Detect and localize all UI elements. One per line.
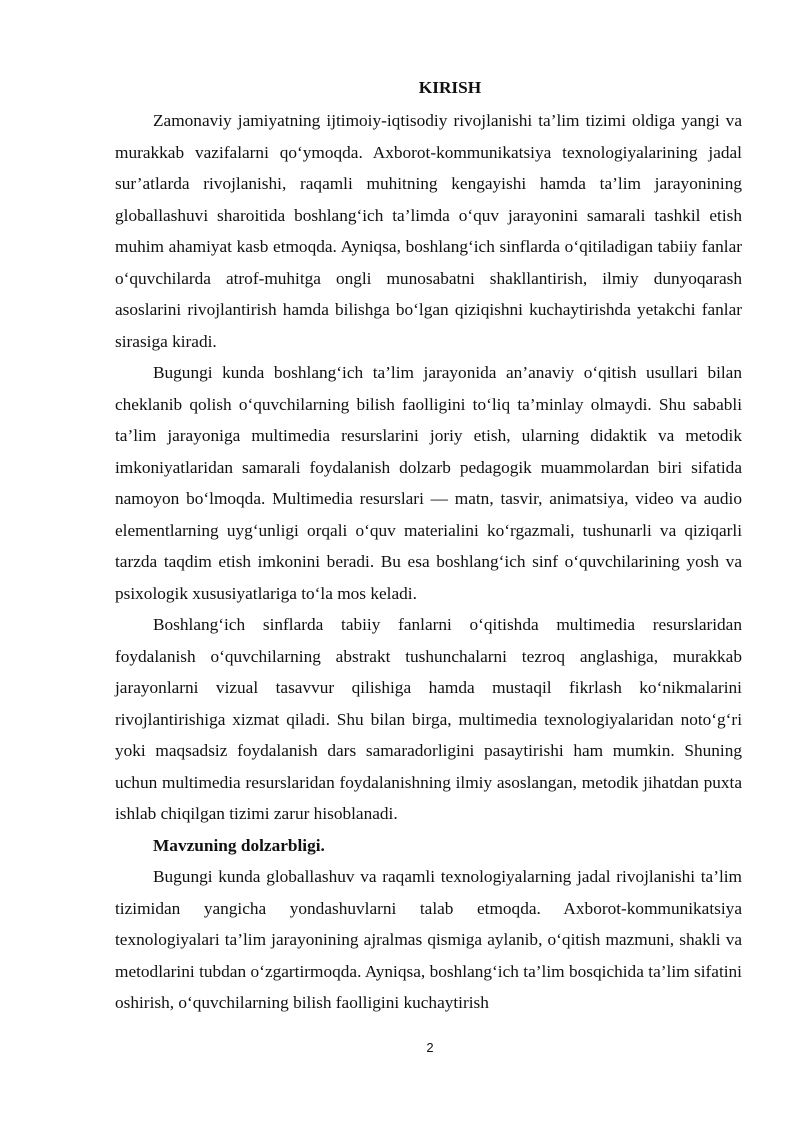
document-title: KIRISH [418,78,482,97]
document-body [115,105,742,1019]
paragraph-intro: Zamonaviy jamiyatning ijtimoiy-iqtisodiy rivojlanishi ta’lim tizimi oldiga yangi va murakkab vazifalarni qo‘ymoqda. Axborot-kommunikatsiya texnologiyalarining jadal sur’atlarda rivojlanishi, raqamli muhitning kengayishi hamda ta’lim jarayonining globallashuvi sharoitida boshlang‘ich ta’limda o‘quv jarayonini samarali tashkil etish muhim ahamiyat kasb etmoqda. Ayniqsa, boshlang‘ich sinflarda o‘qitiladigan tabiiy fanlar o‘quvchilarda atrof-muhitga ongli munosabatni shakllantirish, ilmiy dunyoqarash asoslarini rivojlantirish hamda bilishga bo‘lgan qiziqishni kuchaytirishda yetakchi fanlar sirasiga kiradi. [115,111,742,351]
paragraph-relevance: Bugungi kunda globallashuv va raqamli texnologiyalarning jadal rivojlanishi ta’lim tizimidan yangicha yondashuvlarni talab etmoqda. Axborot-kommunikatsiya texnologiyalari ta’lim jarayonining ajralmas qismiga aylanib, o‘qitish mazmuni, shakli va metodlarini tubdan o‘zgartirmoqda. Ayniqsa, boshlang‘ich ta’lim bosqichida ta’lim sifatini oshirish, o‘quvchilarning bilish faolligini kuchaytirish [115,867,742,1012]
section-heading: Mavzuning dolzarbligi. [153,835,325,855]
paragraph-natural-sciences: Boshlang‘ich sinflarda tabiiy fanlarni o‘qitishda multimedia resurslaridan foydalanish o‘quvchilarning abstrakt tushunchalarni tezroq anglashiga, murakkab jarayonlarni vizual tasavvur qilishiga hamda mustaqil fikrlash ko‘nikmalarini rivojlantirishiga xizmat qiladi. Shu bilan birga, multimedia texnologiyalaridan noto‘g‘ri yoki maqsadsiz foydalanish dars samaradorligini pasaytirishi ham mumkin. Shuning uchun multimedia resurslaridan foydalanishning ilmiy asoslangan, metodik jihatdan puxta ishlab chiqilgan tizimi zarur hisoblanadi. [115,615,742,823]
page-number: 2 [426,1040,434,1055]
paragraph-traditional-methods: Bugungi kunda boshlang‘ich ta’lim jarayonida an’anaviy o‘qitish usullari bilan cheklanib qolish o‘quvchilarning bilish faolligini to‘liq ta’minlay olmaydi. Shu sababli ta’lim jarayoniga multimedia resurslarini joriy etish, ularning didaktik va metodik imkoniyatlaridan samarali foydalanish dolzarb pedagogik muammolardan biri sifatida namoyon bo‘lmoqda. Multimedia resurslari — matn, tasvir, animatsiya, video va audio elementlarning uyg‘unligi orqali o‘quv materialini ko‘rgazmali, tushunarli va qiziqarli tarzda taqdim etish imkonini beradi. Bu esa boshlang‘ich sinf o‘quvchilarining yosh va psixologik xususiyatlariga to‘la mos keladi. [115,363,742,603]
